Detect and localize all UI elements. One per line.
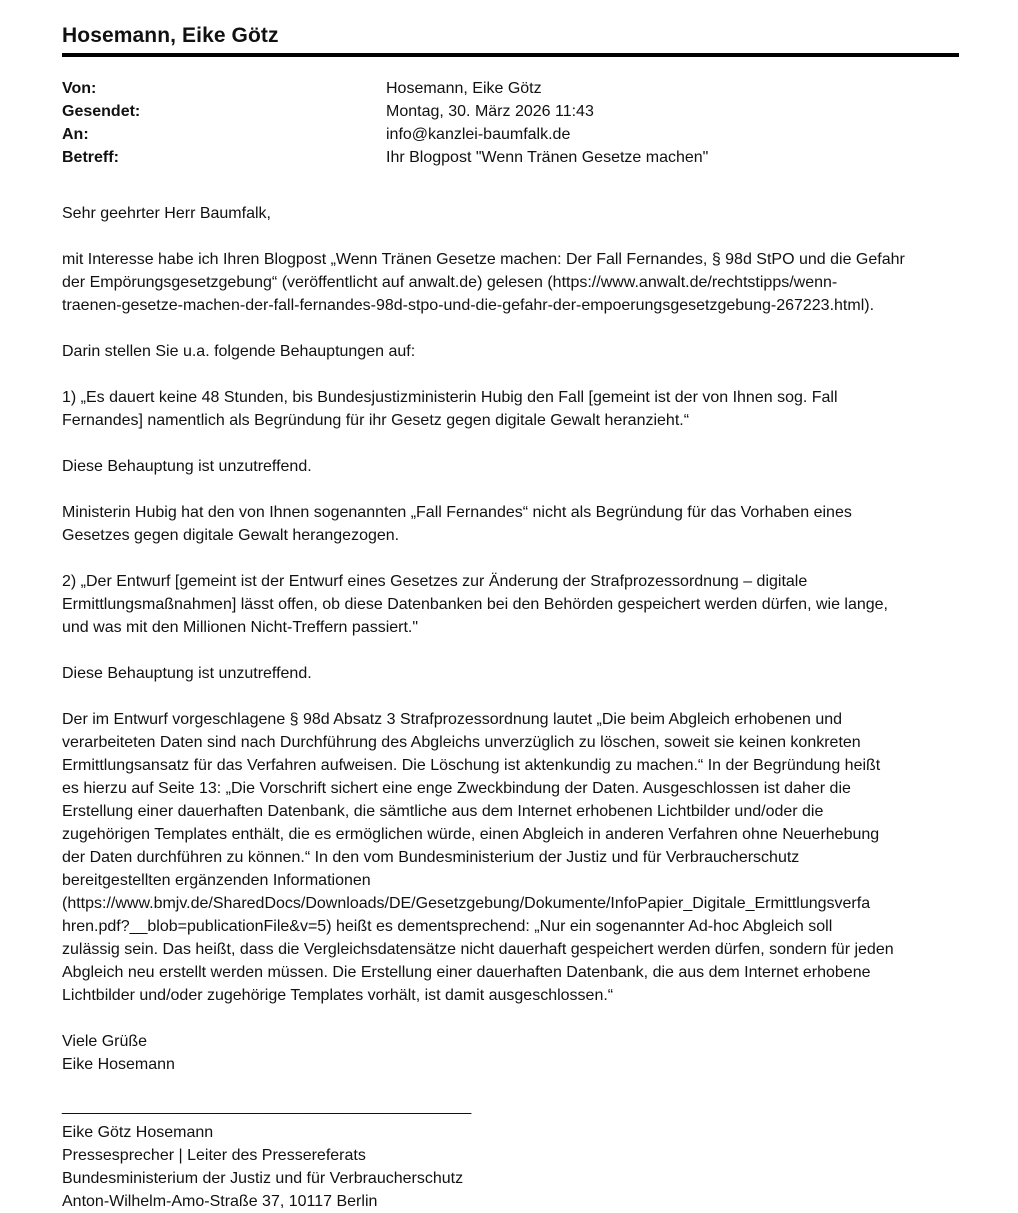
header-row-subject — [62, 146, 962, 169]
body-paragraph-explanation-1: Ministerin Hubig hat den von Ihnen sogenannten „Fall Fernandes“ nicht als Begründung für das Vorhaben eines Gesetzes gegen digitale Gewalt herangezogen. — [62, 504, 852, 544]
body-paragraph-rebuttal-1: Diese Behauptung ist unzutreffend. — [62, 458, 312, 475]
subject-label: Betreff: — [62, 149, 119, 166]
signature-role: Pressesprecher | Leiter des Pressereferats — [62, 1147, 366, 1164]
body-paragraph-claim-1: 1) „Es dauert keine 48 Stunden, bis Bundesjustizministerin Hubig den Fall [gemeint ist der von Ihnen sog. Fall Fernandes] namentlich als Begründung für ihr Gesetz gegen digitale Gewalt heranzieht.“ — [62, 389, 838, 429]
sent-value: Montag, 30. März 2026 11:43 — [386, 103, 594, 120]
signature-address: Anton-Wilhelm-Amo-Straße 37, 10117 Berlin — [62, 1193, 378, 1210]
email-signature — [62, 1121, 962, 1213]
greeting: Sehr geehrter Herr Baumfalk, — [62, 205, 271, 222]
body-paragraph-explanation-2: Der im Entwurf vorgeschlagene § 98d Absatz 3 Strafprozessordnung lautet „Die beim Abgleich erhobenen und verarbeiteten Daten sind nach Durchführung des Abgleichs unverzüglich zu löschen, soweit sie keinen konkreten Ermittlungsansatz für das Verfahren aufweisen. Die Löschung ist aktenkundig zu machen.“ In der Begründung heißt es hierzu auf Seite 13: „Die Vorschrift sichert eine enge Zweckbindung der Daten. Ausgeschlossen ist daher die Erstellung einer dauerhaften Datenbank, die sämtliche aus dem Internet erhobenen Lichtbilder und/oder die zugehörigen Templates enthält, die es ermöglichen würde, einen Abgleich in anderen Verfahren ohne Neuerhebung der Daten durchführen zu können.“ In den vom Bundesministerium der Justiz und für Verbraucherschutz bereitgestellten ergänzenden Informationen (https://www.bmjv.de/SharedDocs/Downloads/DE/Gesetzgebung/Dokumente/InfoPapier_Digitale_Ermittlungsverfa hren.pdf?__blob=publicationFile&v=5) heißt es dementsprechend: „Nur ein sogenannter Ad-hoc Abgleich soll zulässig sein. Das heißt, dass die Vergleichsdatensätze nicht dauerhaft gespeichert werden dürfen, sondern für jeden Abgleich neu erstellt werden müssen. Die Erstellung einer dauerhaften Datenbank, die aus dem Internet erhobene Lichtbilder und/oder zugehörige Templates vorhält, ist damit ausgeschlossen.“ — [62, 711, 894, 1004]
to-label: An: — [62, 126, 89, 143]
body-paragraph-claims-intro: Darin stellen Sie u.a. folgende Behauptungen auf: — [62, 343, 416, 360]
subject-value: Ihr Blogpost "Wenn Tränen Gesetze machen" — [386, 149, 709, 166]
body-paragraph-claim-2: 2) „Der Entwurf [gemeint ist der Entwurf eines Gesetzes zur Änderung der Strafprozessordnung – digitale Ermittlungsmaßnahmen] lässt offen, ob diese Datenbanken bei den Behörden gespeichert werden dürfen, wie lange, und was mit den Millionen Nicht-Treffern passiert." — [62, 573, 888, 636]
title-divider — [62, 53, 959, 57]
email-document — [62, 22, 962, 1213]
signature-divider: ______________________________________________ — [62, 1098, 472, 1115]
header-row-to — [62, 123, 962, 146]
signature-organization: Bundesministerium der Justiz und für Verbraucherschutz — [62, 1170, 464, 1187]
email-body — [62, 202, 957, 1076]
signature-name: Eike Götz Hosemann — [62, 1124, 214, 1141]
email-sender-title: Hosemann, Eike Götz — [62, 24, 279, 47]
from-value: Hosemann, Eike Götz — [386, 80, 542, 97]
header-row-sent — [62, 100, 962, 123]
closing: Viele Grüße Eike Hosemann — [62, 1033, 175, 1073]
header-row-from — [62, 77, 962, 100]
body-paragraph-rebuttal-2: Diese Behauptung ist unzutreffend. — [62, 665, 312, 682]
to-value: info@kanzlei-baumfalk.de — [386, 126, 571, 143]
from-label: Von: — [62, 80, 97, 97]
email-header — [62, 77, 962, 169]
sent-label: Gesendet: — [62, 103, 141, 120]
body-paragraph-intro: mit Interesse habe ich Ihren Blogpost „Wenn Tränen Gesetze machen: Der Fall Fernandes, § 98d StPO und die Gefahr der Empörungsgesetzgebung“ (veröffentlicht auf anwalt.de) gelesen (https://www.anwalt.de/rechtstipps/wenn- traenen-gesetze-machen-der-fall-fernandes-98d-stpo-und-die-gefahr-der-empoerungsgesetzgebung-267223.html). — [62, 251, 905, 314]
